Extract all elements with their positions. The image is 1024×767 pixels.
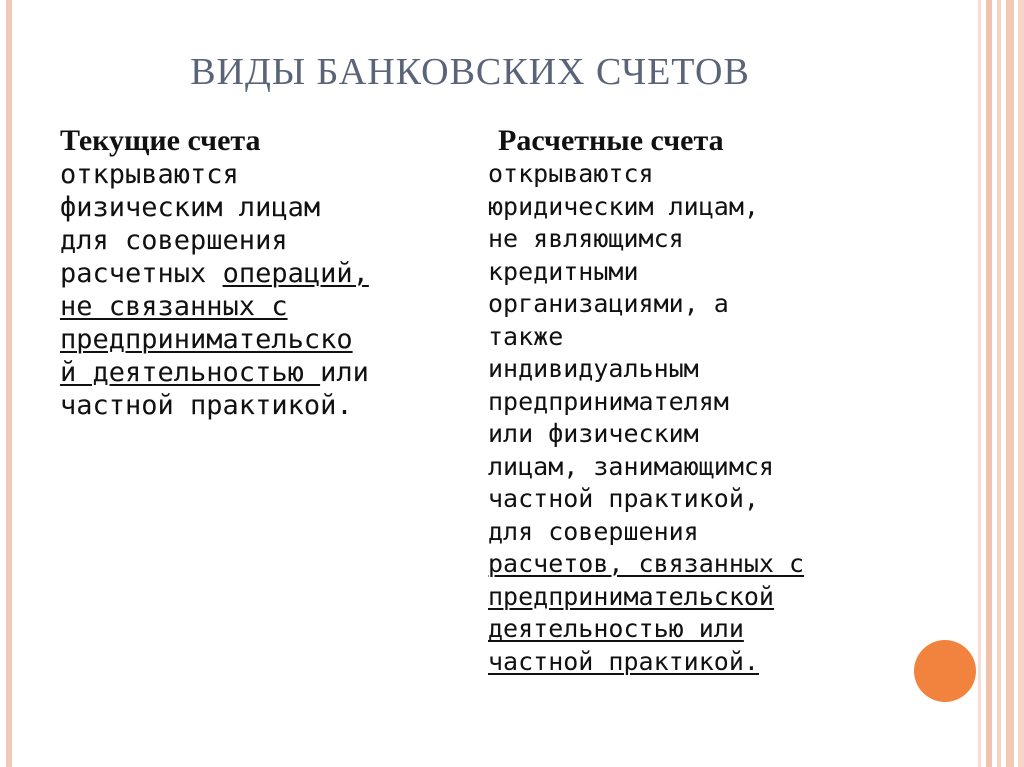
text-line: юридическим лицам, [488,191,759,221]
text-line: индивидуальным [488,354,699,383]
text-line: также [488,321,564,351]
text-line: организациями, а [488,289,729,318]
text-line: частной практикой, [488,484,759,513]
text-line [60,257,460,290]
text-line: открываются [488,159,654,188]
text-line [60,323,460,356]
underlined-segment: не связанных с [60,291,288,322]
text-line: для совершения [60,225,288,256]
underlined-segment: предпринимательской [488,581,774,611]
text-line: для совершения [488,516,699,546]
underlined-segment: й деятельностью [60,357,321,388]
underlined-segment: операций, [222,258,369,289]
underlined-segment: расчетов, связанных с [488,549,805,578]
slide-title: ВИДЫ БАНКОВСКИХ СЧЕТОВ [190,51,750,93]
text-line [488,548,888,581]
current-accounts-column [60,124,460,422]
text-line: лицам, занимающимся [488,451,774,481]
underlined-segment: предпринимательско [60,324,353,355]
underlined-segment: частной практикой. [488,646,759,676]
text-line: кредитными [488,256,639,286]
stripe [978,0,981,767]
text-line [60,290,460,323]
text-line [488,646,888,679]
text-line: не являющимся [488,224,684,253]
text-line [488,613,888,646]
right-decorative-stripes [978,0,1024,767]
text-segment: расчетных [60,258,223,289]
text-line: открываются [60,159,239,190]
settlement-accounts-heading: Расчетные счета [498,124,724,157]
settlement-accounts-column [488,124,888,678]
stripe [997,0,1001,767]
text-line [60,356,460,389]
stripe [1006,0,1014,767]
decorative-circle [914,640,976,702]
stripe [986,0,992,767]
text-line [488,581,888,614]
text-line: или физическим [488,419,699,448]
left-border-stripe [6,0,12,767]
current-accounts-heading: Текущие счета [60,124,261,157]
text-line: частной практикой. [60,390,353,421]
stripe [1018,0,1024,767]
text-line: физическим лицам [60,192,321,223]
text-segment: или [320,357,369,388]
text-line: предпринимателям [488,386,729,416]
underlined-segment: деятельностью или [488,614,744,643]
